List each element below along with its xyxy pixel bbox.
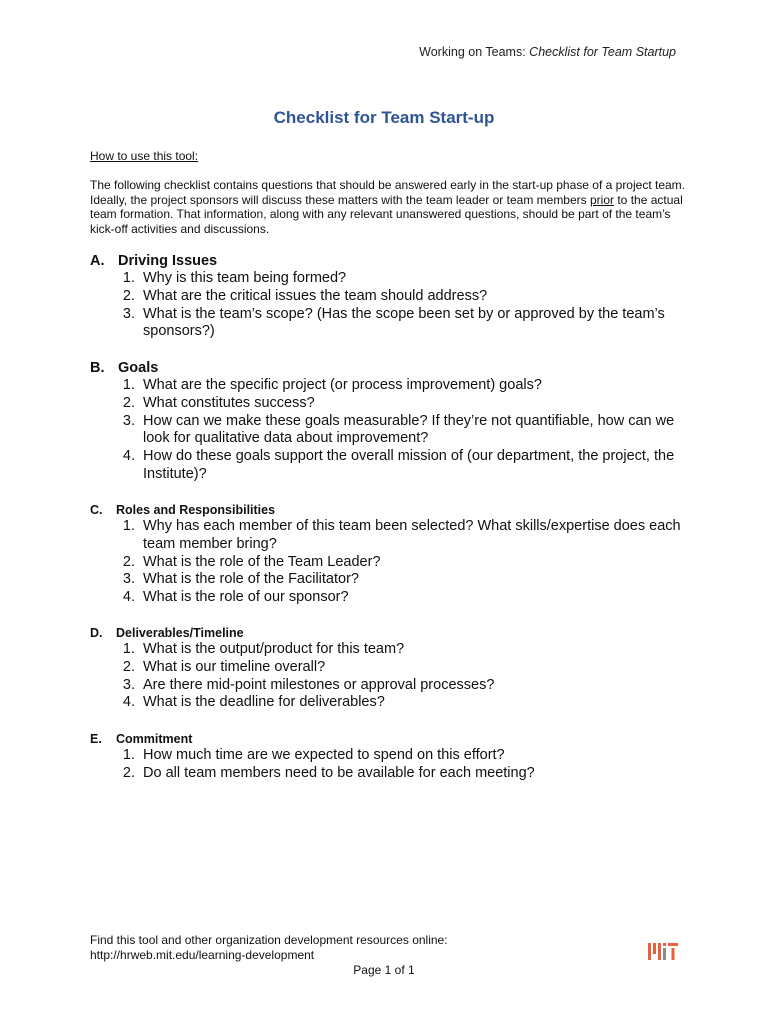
item-number: 1.: [122, 747, 135, 763]
list-item: [90, 306, 690, 342]
list-item: [90, 659, 690, 677]
item-number: 1.: [122, 641, 135, 657]
section-letter: D.: [90, 626, 103, 640]
item-text: Are there mid-point milestones or approval processes?: [143, 676, 495, 693]
section-d: [90, 625, 690, 712]
list-item: [90, 747, 690, 765]
item-text: Do all team members need to be available for each meeting?: [143, 764, 535, 781]
document-title: Checklist for Team Start-up: [273, 108, 495, 127]
list-item: [90, 554, 690, 572]
item-text: What is the deadline for deliverables?: [143, 694, 385, 711]
item-number: 1.: [122, 518, 135, 534]
item-text: What is the role of the Facilitator?: [143, 571, 359, 588]
list-item: [90, 694, 690, 712]
section-letter: A.: [90, 253, 105, 269]
howto-label: How to use this tool:: [90, 149, 199, 163]
section-heading: [90, 502, 690, 518]
item-number: 3.: [122, 412, 135, 429]
list-item: [90, 448, 690, 484]
item-number: 1.: [122, 377, 135, 393]
item-text: What is the role of the Team Leader?: [143, 553, 381, 570]
section-a: [90, 252, 690, 341]
item-text: What is the role of our sponsor?: [143, 589, 349, 606]
item-text: What is the team’s scope? (Has the scope been set by or approved by the team’s sponsors?): [143, 305, 665, 340]
header-prefix: Working on Teams:: [419, 45, 530, 59]
item-number: 4.: [122, 694, 135, 711]
item-number: 4.: [122, 448, 135, 465]
list-item: [90, 288, 690, 306]
header-italic: Checklist for Team Startup: [529, 45, 676, 59]
section-e: [90, 731, 690, 783]
item-number: 3.: [122, 571, 135, 588]
item-text: What are the critical issues the team should address?: [143, 287, 488, 304]
section-heading: [90, 252, 690, 270]
intro-paragraph: [90, 178, 690, 236]
footer-url-link[interactable]: http://hrweb.mit.edu/learning-development: [90, 948, 315, 962]
section-heading: [90, 359, 690, 377]
page-header: [419, 45, 676, 59]
section-letter: C.: [90, 503, 103, 517]
list-item: [90, 765, 690, 783]
list-item: [90, 413, 690, 449]
item-text: How do these goals support the overall mission of (our department, the project, the Institute)?: [143, 448, 675, 482]
item-text: Why has each member of this team been selected? What skills/expertise does each team member bring?: [143, 518, 681, 552]
section-title: Driving Issues: [118, 253, 218, 269]
item-text: How can we make these goals measurable? If they’re not quantifiable, how can we look for qualitative data about improvement?: [143, 412, 675, 447]
section-c: [90, 502, 690, 607]
list-item: [90, 270, 690, 288]
intro-text-2: to the actual team formation. That information, along with any relevant unanswered questions, should be part of the team’s kick-off activities and discussions.: [90, 192, 683, 236]
section-title: Roles and Responsibilities: [116, 503, 276, 517]
item-text: How much time are we expected to spend on this effort?: [143, 747, 505, 763]
section-title: Deliverables/Timeline: [116, 626, 244, 640]
question-list: [90, 641, 690, 712]
question-list: [90, 518, 690, 607]
section-letter: E.: [90, 732, 102, 746]
item-text: What is our timeline overall?: [143, 658, 326, 675]
list-item: [90, 518, 690, 554]
item-text: What is the output/product for this team?: [143, 641, 405, 657]
item-number: 2.: [122, 394, 135, 411]
page-number: Page 1 of 1: [353, 963, 415, 977]
section-title: Goals: [118, 360, 159, 376]
item-number: 2.: [122, 553, 135, 570]
intro-text-1: The following checklist contains questions that should be answered early in the start-up phase of a project team. Ideally, the project sponsors will discuss these matters with the team leader or team members: [90, 178, 686, 207]
question-list: [90, 270, 690, 341]
item-number: 3.: [122, 676, 135, 693]
list-item: [90, 377, 690, 395]
list-item: [90, 677, 690, 695]
list-item: [90, 571, 690, 589]
item-number: 2.: [122, 658, 135, 675]
item-text: Why is this team being formed?: [143, 270, 347, 286]
item-text: What constitutes success?: [143, 394, 315, 411]
question-list: [90, 377, 690, 484]
item-number: 3.: [122, 305, 135, 322]
footer-resources: [90, 933, 448, 963]
mit-logo: [648, 943, 678, 960]
section-heading: [90, 731, 690, 747]
section-b: [90, 359, 690, 484]
item-number: 2.: [122, 764, 135, 781]
item-number: 1.: [122, 270, 135, 286]
section-title: Commitment: [116, 732, 193, 746]
list-item: [90, 589, 690, 607]
item-number: 4.: [122, 589, 135, 606]
list-item: [90, 641, 690, 659]
section-heading: [90, 625, 690, 641]
footer-line-1: Find this tool and other organization development resources online:: [90, 933, 448, 947]
section-letter: B.: [90, 360, 105, 376]
item-text: What are the specific project (or process improvement) goals?: [143, 377, 542, 393]
question-list: [90, 747, 690, 783]
intro-prior: prior: [590, 192, 615, 207]
item-number: 2.: [122, 287, 135, 304]
list-item: [90, 395, 690, 413]
